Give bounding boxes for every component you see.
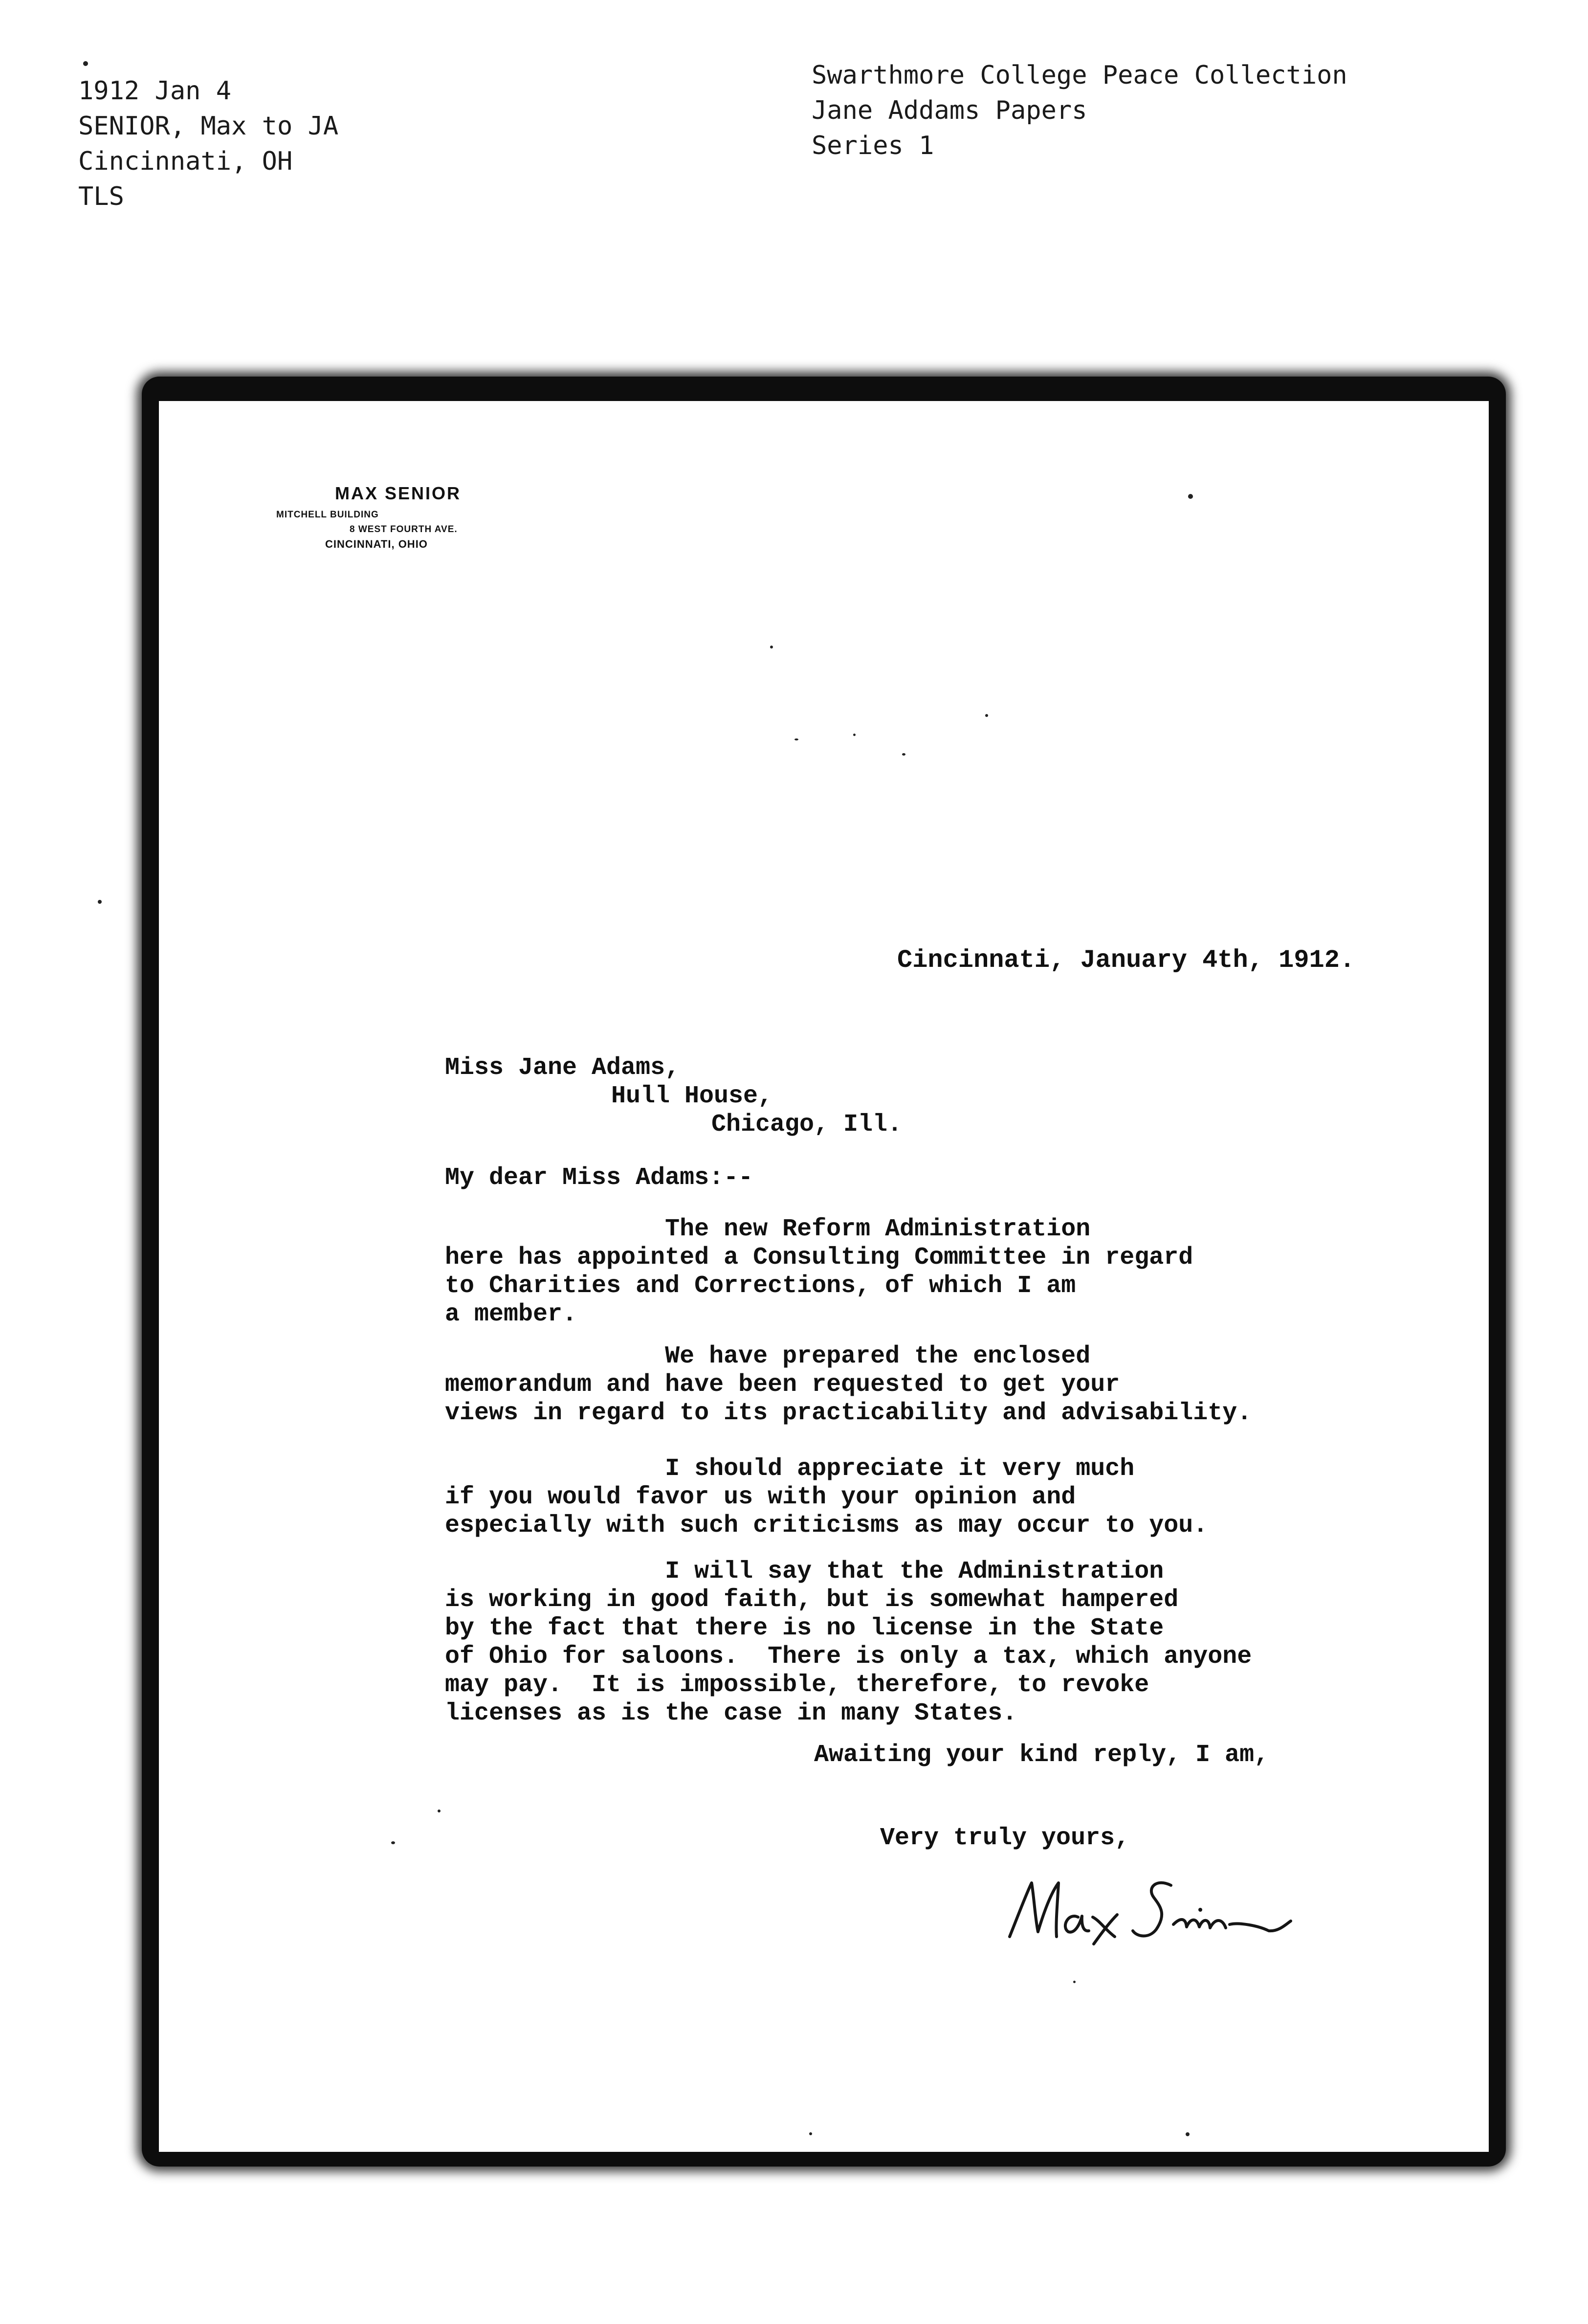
speck-mark — [1186, 2132, 1190, 2136]
recipient-name: Miss Jane Adams, — [445, 1054, 680, 1082]
recipient-city: Chicago, Ill. — [711, 1111, 903, 1139]
letter-dateline: Cincinnati, January 4th, 1912. — [897, 946, 1355, 975]
recipient-place: Hull House, — [611, 1082, 773, 1110]
valediction: Very truly yours, — [880, 1824, 1130, 1852]
handwritten-signature — [1005, 1863, 1318, 1961]
closing-line: Awaiting your kind reply, I am, — [814, 1741, 1269, 1769]
speck-mark — [853, 734, 856, 736]
archive-correspondents: SENIOR, Max to JA — [78, 112, 339, 141]
letter-sheet — [159, 401, 1489, 2152]
salutation: My dear Miss Adams:-- — [445, 1164, 753, 1192]
letterhead-building: MITCHELL BUILDING — [276, 510, 379, 520]
speck-mark — [809, 2132, 812, 2135]
letterhead-street: 8 WEST FOURTH AVE. — [350, 524, 458, 535]
speck-mark — [770, 646, 773, 648]
speck-mark — [902, 753, 905, 756]
speck-mark — [1073, 1981, 1076, 1983]
paragraph-committee: The new Reform Administration here has appointed a Consulting Committee in regard to Charities and Corrections, of which I am a member. — [445, 1215, 1193, 1328]
letterhead-name: MAX SENIOR — [335, 483, 462, 503]
series-label: Series 1 — [812, 131, 934, 160]
papers-name: Jane Addams Papers — [812, 96, 1087, 125]
speck-mark — [1188, 494, 1193, 499]
speck-mark — [985, 714, 988, 717]
speck-mark — [98, 900, 102, 904]
paragraph-request: I should appreciate it very much if you would favor us with your opinion and especially with such criticisms as may occur to you. — [445, 1455, 1208, 1540]
paragraph-administration: I will say that the Administration is working in good faith, but is somewhat hampered by the fact that there is no license in the State of Ohio for saloons. There is only a tax, which anyone may pay. It is impossible, therefore, to revoke licenses as is the case in many States. — [445, 1558, 1252, 1727]
letterhead — [276, 483, 461, 552]
speck-mark — [83, 61, 88, 66]
archive-date: 1912 Jan 4 — [78, 76, 232, 106]
archive-collection-info — [812, 58, 1347, 163]
speck-mark — [794, 738, 798, 740]
letterhead-city: CINCINNATI, OHIO — [325, 538, 428, 550]
speck-mark — [391, 1841, 395, 1844]
speck-mark — [438, 1810, 441, 1812]
archive-catalog-info — [78, 73, 338, 214]
archive-location: Cincinnati, OH — [78, 147, 293, 176]
archive-doc-type: TLS — [78, 182, 124, 211]
paragraph-memorandum: We have prepared the enclosed memorandum and have been requested to get your views in regard to its practicability and advisability. — [445, 1342, 1252, 1427]
collection-name: Swarthmore College Peace Collection — [812, 61, 1347, 90]
